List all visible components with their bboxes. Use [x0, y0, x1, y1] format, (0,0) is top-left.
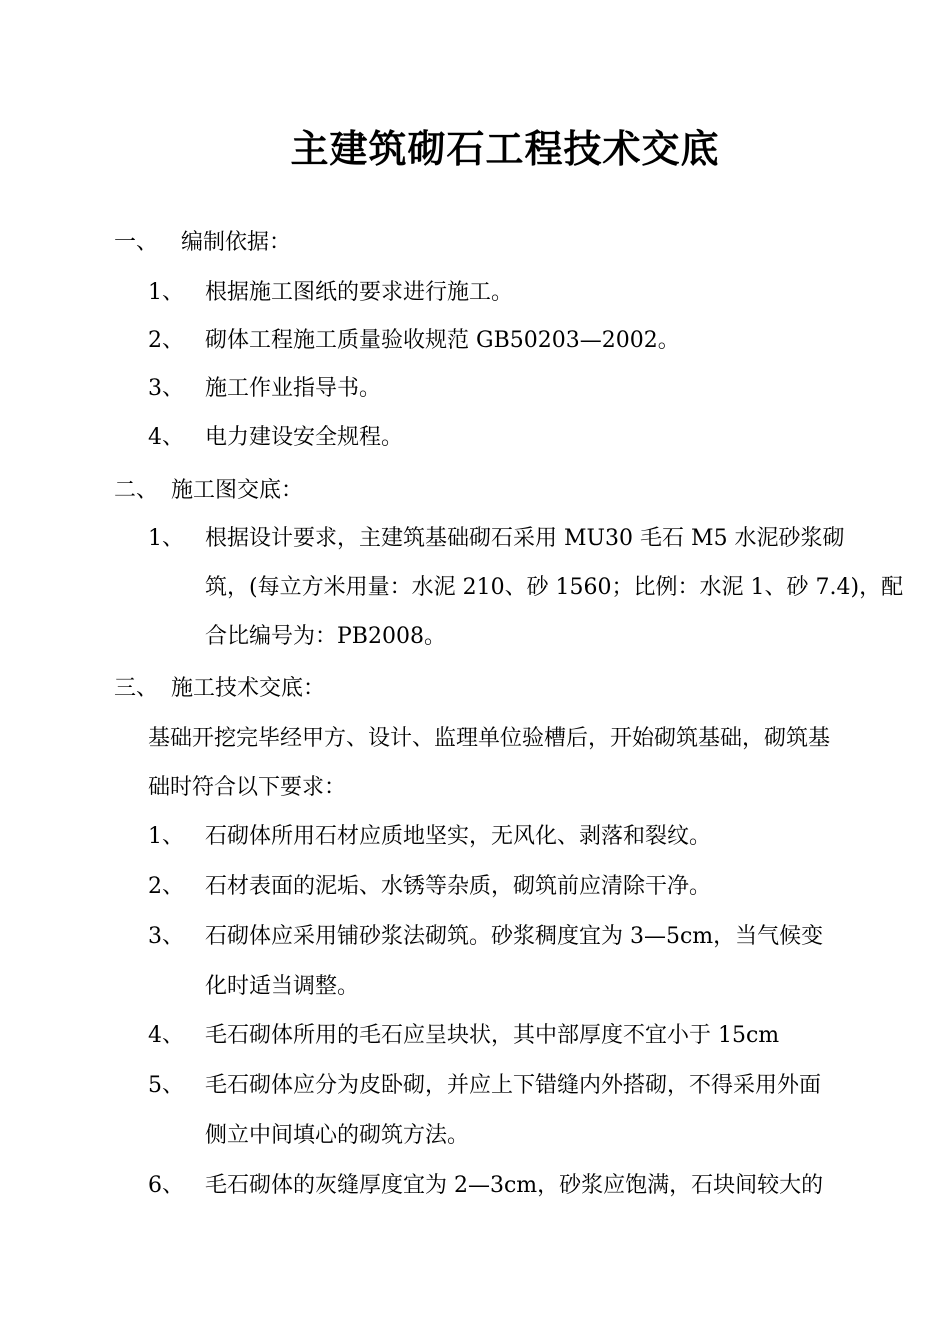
section-title: 编制依据：	[181, 230, 292, 255]
item-number: 6、	[148, 1173, 184, 1198]
document-title: 主建筑砌石工程技术交底	[290, 126, 720, 171]
item-number: 2、	[148, 874, 184, 899]
section-title: 施工技术交底：	[171, 676, 326, 701]
section-number: 三、	[114, 676, 159, 701]
item-text: 毛石砌体应分为皮卧砌，并应上下错缝内外搭砌，不得采用外面	[205, 1073, 822, 1098]
item-text: 根据设计要求，主建筑基础砌石采用 MU30 毛石 M5 水泥砂浆砌	[205, 526, 845, 551]
item-text: 石材表面的泥垢、水锈等杂质，砌筑前应清除干净。	[205, 874, 712, 899]
paragraph-text: 础时符合以下要求：	[148, 775, 347, 800]
item-number: 5、	[148, 1073, 184, 1098]
item-text: 电力建设安全规程。	[205, 425, 404, 450]
item-number: 4、	[148, 425, 184, 450]
item-number: 1、	[148, 824, 184, 849]
item-text: 毛石砌体的灰缝厚度宜为 2—3cm，砂浆应饱满，石块间较大的	[205, 1173, 824, 1198]
item-text: 根据施工图纸的要求进行施工。	[205, 280, 514, 305]
item-text: 侧立中间填心的砌筑方法。	[205, 1123, 470, 1148]
item-text: 砌体工程施工质量验收规范 GB50203—2002。	[205, 328, 680, 353]
item-text: 石砌体所用石材应质地坚实，无风化、剥落和裂纹。	[205, 824, 712, 849]
section-number: 一、	[114, 230, 159, 255]
item-text: 施工作业指导书。	[205, 376, 382, 401]
paragraph-text: 基础开挖完毕经甲方、设计、监理单位验槽后，开始砌筑基础，砌筑基	[148, 726, 831, 751]
item-number: 4、	[148, 1023, 184, 1048]
section-title: 施工图交底：	[171, 478, 304, 503]
item-number: 1、	[148, 280, 184, 305]
item-text: 筑，(每立方米用量：水泥 210、砂 1560；比例：水泥 1、砂 7.4)，配	[205, 575, 904, 600]
item-text: 化时适当调整。	[205, 974, 360, 999]
item-text: 毛石砌体所用的毛石应呈块状，其中部厚度不宜小于 15cm	[205, 1023, 780, 1048]
item-number: 2、	[148, 328, 184, 353]
item-text: 石砌体应采用铺砂浆法砌筑。砂浆稠度宜为 3—5cm，当气候变	[205, 924, 824, 949]
section-number: 二、	[114, 478, 159, 503]
item-number: 3、	[148, 376, 184, 401]
item-number: 3、	[148, 924, 184, 949]
item-text: 合比编号为：PB2008。	[205, 624, 446, 649]
item-number: 1、	[148, 526, 184, 551]
